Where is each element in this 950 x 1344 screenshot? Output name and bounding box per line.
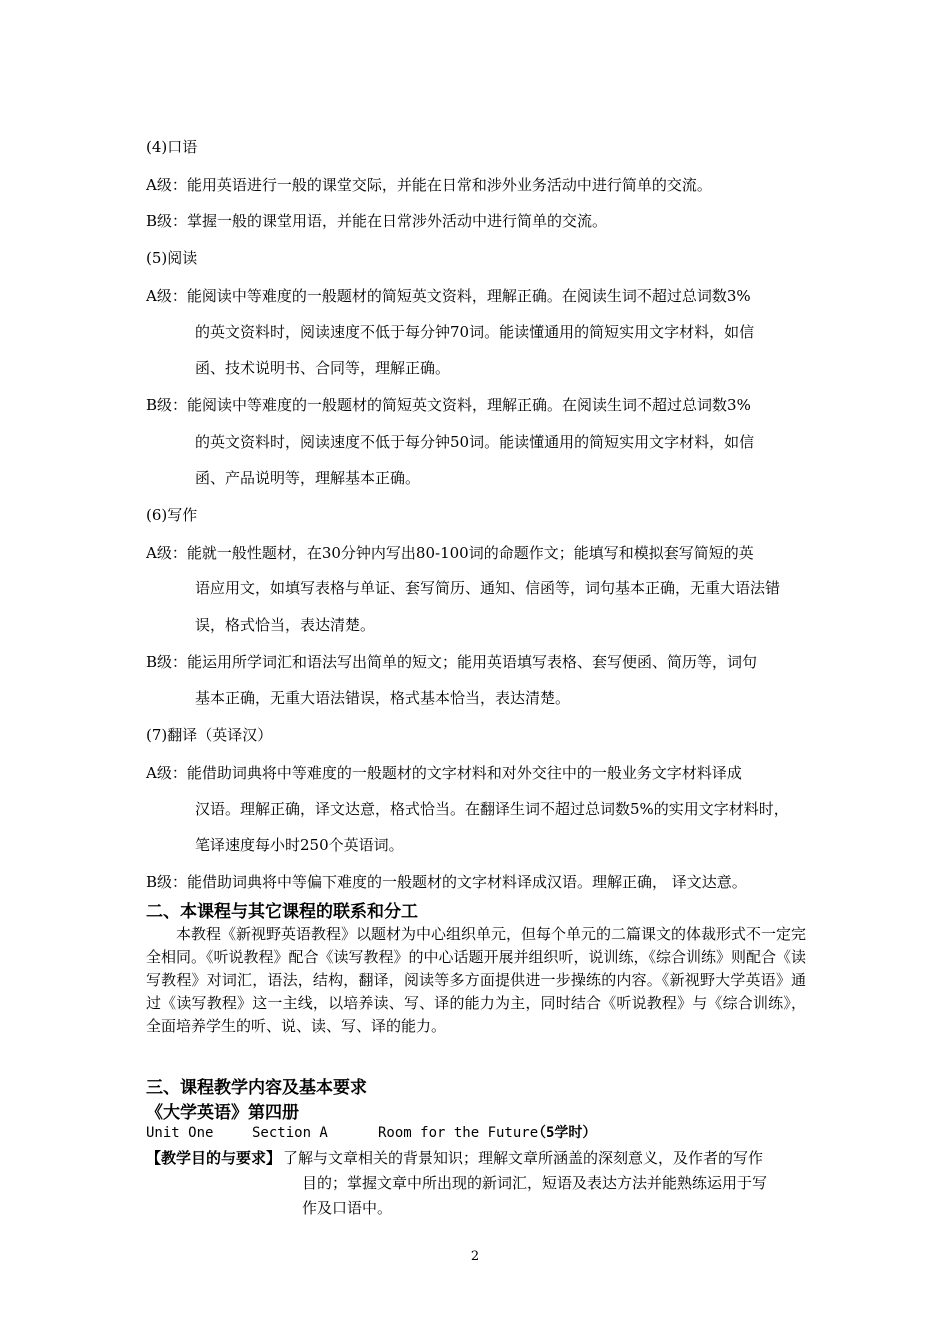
unit-title: Room for the Future — [378, 1125, 539, 1141]
unit-label: Unit One — [146, 1125, 214, 1141]
translation-heading: (7)翻译（英译汉） — [146, 726, 273, 744]
translation-level-a-line2: 汉语。理解正确，译文达意，格式恰当。在翻译生词不超过总词数5%的实用文字材料时， — [195, 800, 789, 818]
reading-level-a-line3: 函、技术说明书、合同等，理解正确。 — [195, 359, 451, 377]
translation-level-a-line1: A级：能借助词典将中等难度的一般题材的文字材料和对外交往中的一般业务文字材料译成 — [146, 764, 742, 782]
page-number: 2 — [470, 1249, 480, 1264]
section2-body: 本教程《新视野英语教程》以题材为中心组织单元，但每个单元的二篇课文的体裁形式不一定完全相同。《听说教程》配合《读写教程》的中心话题开展并组织听，说训练，《综合训练》则配合《读写教程》对词汇，语法，结构，翻译，阅读等多方面提供进一步操练的内容。《新视野大学英语》通过《读写教程》这一主线，以培养读、写、译的能力为主，同时结合《听说教程》与《综合训练》，全面培养学生的听、说、读、写、译的能力。 — [146, 925, 807, 1035]
book-title: 《大学英语》第四册 — [146, 1103, 299, 1123]
section2-heading: 二、本课程与其它课程的联系和分工 — [146, 902, 418, 922]
goal-line2: 目的；掌握文章中所出现的新词汇，短语及表达方法并能熟练运用于写 — [302, 1174, 768, 1192]
writing-level-b-line1: B级：能运用所学词汇和语法写出简单的短文；能用英语填写表格、套写便函、简历等，词句 — [146, 653, 758, 671]
goal-line1: 了解与文章相关的背景知识；理解文章所涵盖的深刻意义，及作者的写作 — [283, 1149, 764, 1167]
translation-level-a-line3: 笔译速度每小时250个英语词。 — [195, 836, 404, 854]
speaking-level-b: B级：掌握一般的课堂用语，并能在日常涉外活动中进行简单的交流。 — [146, 212, 608, 230]
unit-hours: （5学时） — [532, 1125, 597, 1141]
translation-level-b: B级：能借助词典将中等偏下难度的一般题材的文字材料译成汉语。理解正确， 译文达意。 — [146, 873, 747, 891]
speaking-heading: (4)口语 — [146, 138, 198, 156]
goal-label: 【教学目的与要求】 — [146, 1149, 282, 1167]
writing-level-a-line1: A级：能就一般性题材，在30分钟内写出80-100词的命题作文；能填写和模拟套写简短的英 — [146, 544, 754, 562]
reading-level-a-line1: A级：能阅读中等难度的一般题材的简短英文资料，理解正确。在阅读生词不超过总词数3% — [146, 287, 751, 305]
writing-level-a-line2: 语应用文，如填写表格与单证、套写简历、通知、信函等，词句基本正确，无重大语法错 — [195, 579, 781, 597]
reading-level-b-line3: 函、产品说明等，理解基本正确。 — [195, 469, 421, 487]
section-label: Section A — [252, 1125, 328, 1141]
writing-level-b-line2: 基本正确，无重大语法错误，格式基本恰当，表达清楚。 — [195, 689, 571, 707]
reading-level-b-line1: B级：能阅读中等难度的一般题材的简短英文资料，理解正确。在阅读生词不超过总词数3% — [146, 396, 751, 414]
writing-heading: (6)写作 — [146, 506, 198, 524]
reading-level-b-line2: 的英文资料时，阅读速度不低于每分钟50词。能读懂通用的简短实用文字材料，如信 — [195, 433, 755, 451]
speaking-level-a: A级：能用英语进行一般的课堂交际，并能在日常和涉外业务活动中进行简单的交流。 — [146, 176, 712, 194]
reading-heading: (5)阅读 — [146, 249, 198, 267]
writing-level-a-line3: 误，格式恰当，表达清楚。 — [195, 616, 376, 634]
goal-line3: 作及口语中。 — [302, 1199, 393, 1217]
reading-level-a-line2: 的英文资料时，阅读速度不低于每分钟70词。能读懂通用的简短实用文字材料，如信 — [195, 323, 755, 341]
section3-heading: 三、课程教学内容及基本要求 — [146, 1078, 367, 1098]
